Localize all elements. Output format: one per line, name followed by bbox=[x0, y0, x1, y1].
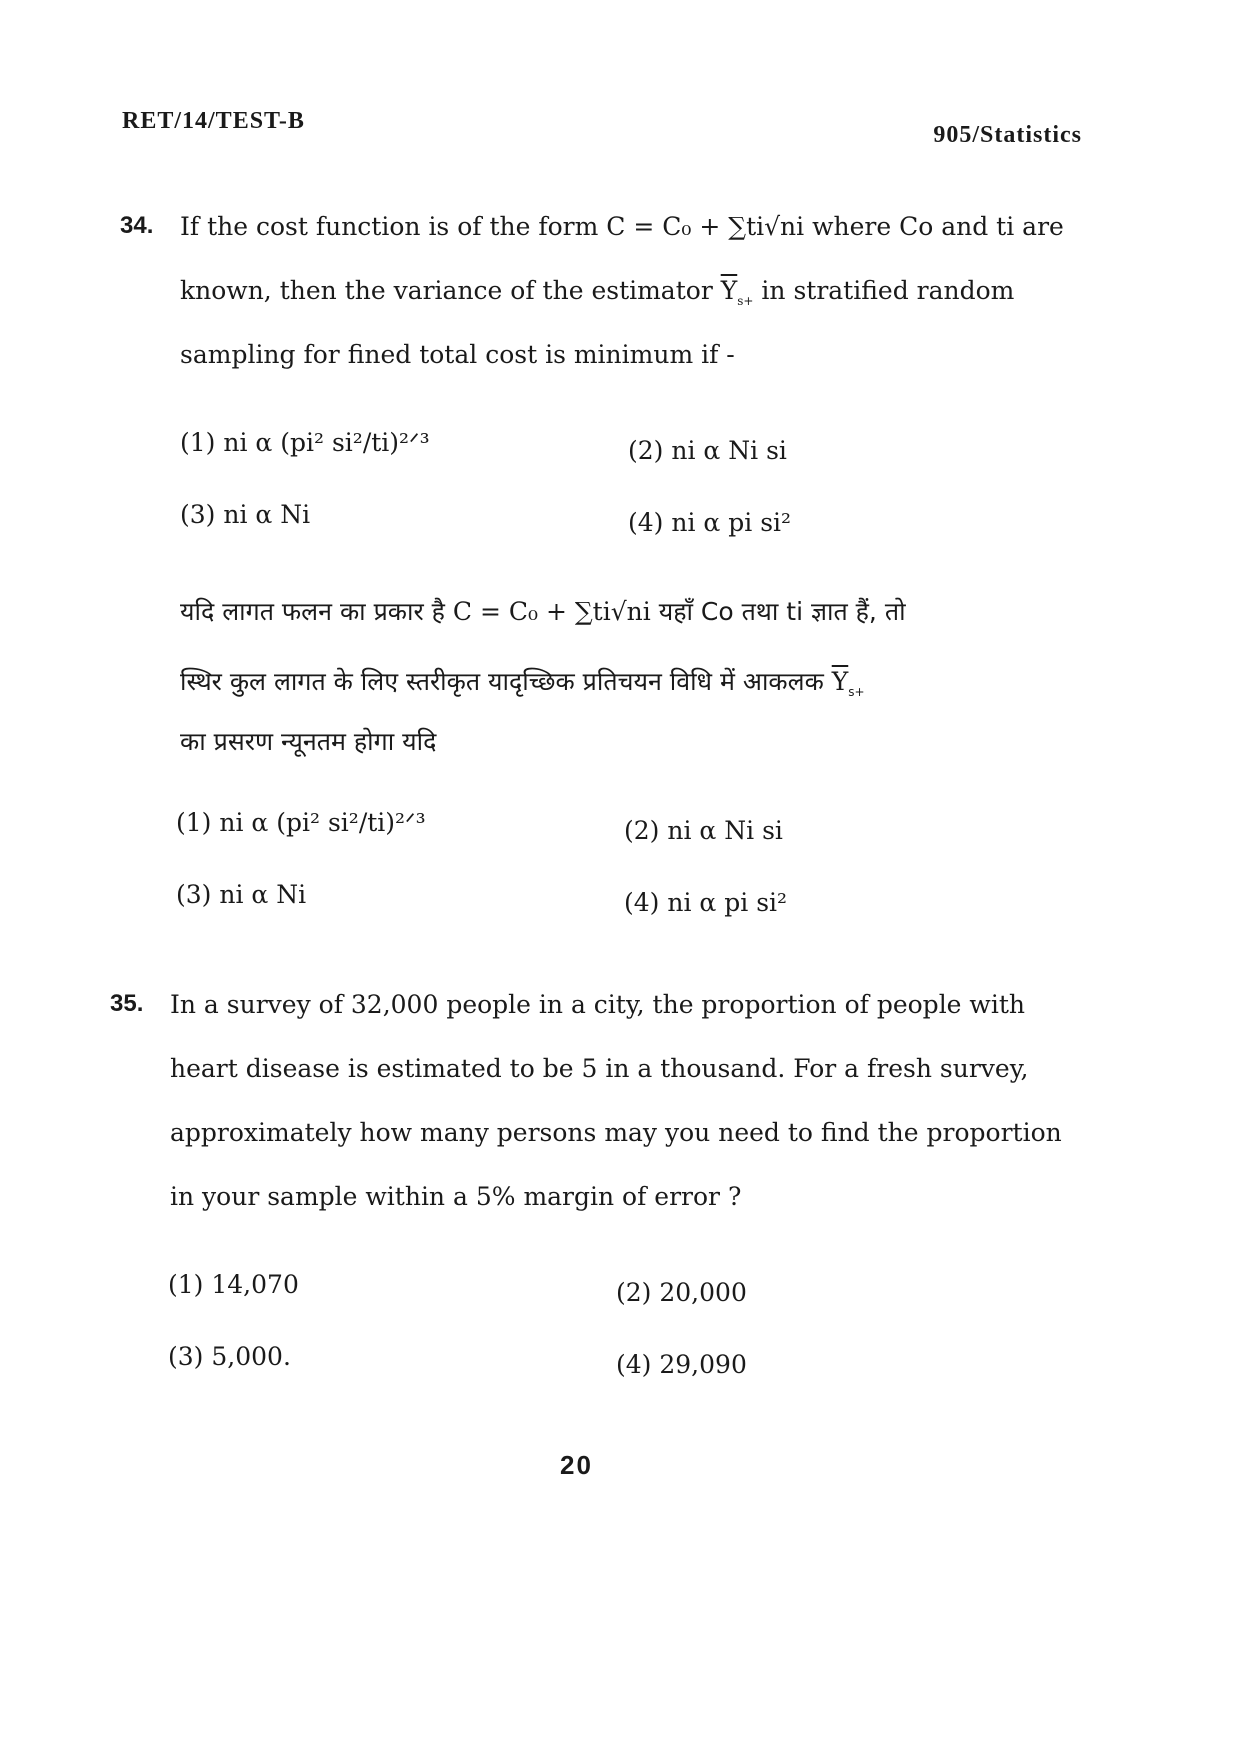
question-34-number: 34. bbox=[120, 212, 154, 239]
option-text: ni α pi si² bbox=[667, 888, 788, 917]
option-number: (2) bbox=[628, 436, 664, 465]
option-number: (1) bbox=[168, 1270, 204, 1299]
q35-line1: In a survey of 32,000 people in a city, the proportion of people with bbox=[170, 990, 1025, 1019]
q34-en-option-3[interactable] bbox=[180, 500, 310, 529]
q34-hi-option-3[interactable] bbox=[176, 880, 306, 909]
q35-line3: approximately how many persons may you need to find the proportion bbox=[170, 1118, 1062, 1147]
q34-hi-option-2[interactable] bbox=[624, 816, 783, 845]
q34-hi-line1-b: यहाँ Co तथा ti ज्ञात हैं, तो bbox=[658, 597, 906, 626]
question-35-number: 35. bbox=[110, 990, 144, 1017]
q34-hi-line1-a: यदि लागत फलन का प्रकार है bbox=[180, 597, 445, 626]
q34-en-line1 bbox=[180, 212, 1064, 241]
q34-en-option-1[interactable] bbox=[180, 428, 430, 457]
q34-en-line2 bbox=[180, 276, 1014, 308]
option-number: (4) bbox=[628, 508, 664, 537]
q35-option-4[interactable] bbox=[616, 1350, 747, 1379]
option-text: ni α Ni bbox=[223, 500, 311, 529]
q34-hi-formula: C = C₀ + ∑ti√ni bbox=[452, 597, 651, 626]
q34-hi-estimator-sub: s+ bbox=[848, 685, 865, 699]
q34-en-line2-a: known, then the variance of the estimator bbox=[180, 276, 713, 305]
q34-hi-line2-text: स्थिर कुल लागत के लिए स्तरीकृत यादृच्छिक प्रतिचयन विधि में आकलक bbox=[180, 667, 824, 696]
option-text: ni α Ni bbox=[219, 880, 307, 909]
q34-hi-option-1[interactable] bbox=[176, 808, 426, 837]
option-text: 20,000 bbox=[659, 1278, 747, 1307]
option-text: ni α (pi² si²/ti)²ᐟ³ bbox=[219, 808, 426, 837]
q35-line2: heart disease is estimated to be 5 in a thousand. For a fresh survey, bbox=[170, 1054, 1029, 1083]
option-number: (3) bbox=[176, 880, 212, 909]
option-text: ni α pi si² bbox=[671, 508, 792, 537]
option-number: (4) bbox=[624, 888, 660, 917]
option-number: (1) bbox=[176, 808, 212, 837]
option-text: 5,000. bbox=[211, 1342, 291, 1371]
option-number: (1) bbox=[180, 428, 216, 457]
option-number: (4) bbox=[616, 1350, 652, 1379]
q34-en-option-2[interactable] bbox=[628, 436, 787, 465]
option-text: 14,070 bbox=[211, 1270, 299, 1299]
q34-estimator-sub: s+ bbox=[737, 294, 754, 308]
header-left: RET/14/TEST-B bbox=[122, 108, 305, 134]
q34-en-option-4[interactable] bbox=[628, 508, 791, 537]
page-number: 20 bbox=[560, 1450, 593, 1480]
q35-option-3[interactable] bbox=[168, 1342, 291, 1371]
q34-formula: C = C₀ + ∑ti√ni bbox=[606, 212, 805, 241]
option-number: (3) bbox=[180, 500, 216, 529]
q35-option-1[interactable] bbox=[168, 1270, 299, 1299]
q34-en-line3: sampling for fined total cost is minimum if - bbox=[180, 340, 735, 369]
q34-hi-option-4[interactable] bbox=[624, 888, 787, 917]
q34-en-line1-b: where Co and ti are bbox=[812, 212, 1064, 241]
q34-en-line1-a: If the cost function is of the form bbox=[180, 212, 599, 241]
option-text: ni α (pi² si²/ti)²ᐟ³ bbox=[223, 428, 430, 457]
q34-hi-estimator: $\overline{Y}$ bbox=[831, 667, 849, 696]
q34-estimator: $\overline{Y}$ bbox=[720, 276, 738, 305]
q34-hi-line1 bbox=[180, 594, 906, 628]
header-right: 905/Statistics bbox=[933, 122, 1082, 148]
option-text: ni α Ni si bbox=[671, 436, 787, 465]
option-number: (2) bbox=[624, 816, 660, 845]
option-text: ni α Ni si bbox=[667, 816, 783, 845]
q35-line4: in your sample within a 5% margin of error ? bbox=[170, 1182, 742, 1211]
q35-option-2[interactable] bbox=[616, 1278, 747, 1307]
option-number: (3) bbox=[168, 1342, 204, 1371]
q34-hi-line2 bbox=[180, 664, 865, 699]
q34-hi-line3: का प्रसरण न्यूनतम होगा यदि bbox=[180, 727, 437, 756]
q34-en-line2-b: in stratified random bbox=[761, 276, 1015, 305]
option-text: 29,090 bbox=[659, 1350, 747, 1379]
option-number: (2) bbox=[616, 1278, 652, 1307]
